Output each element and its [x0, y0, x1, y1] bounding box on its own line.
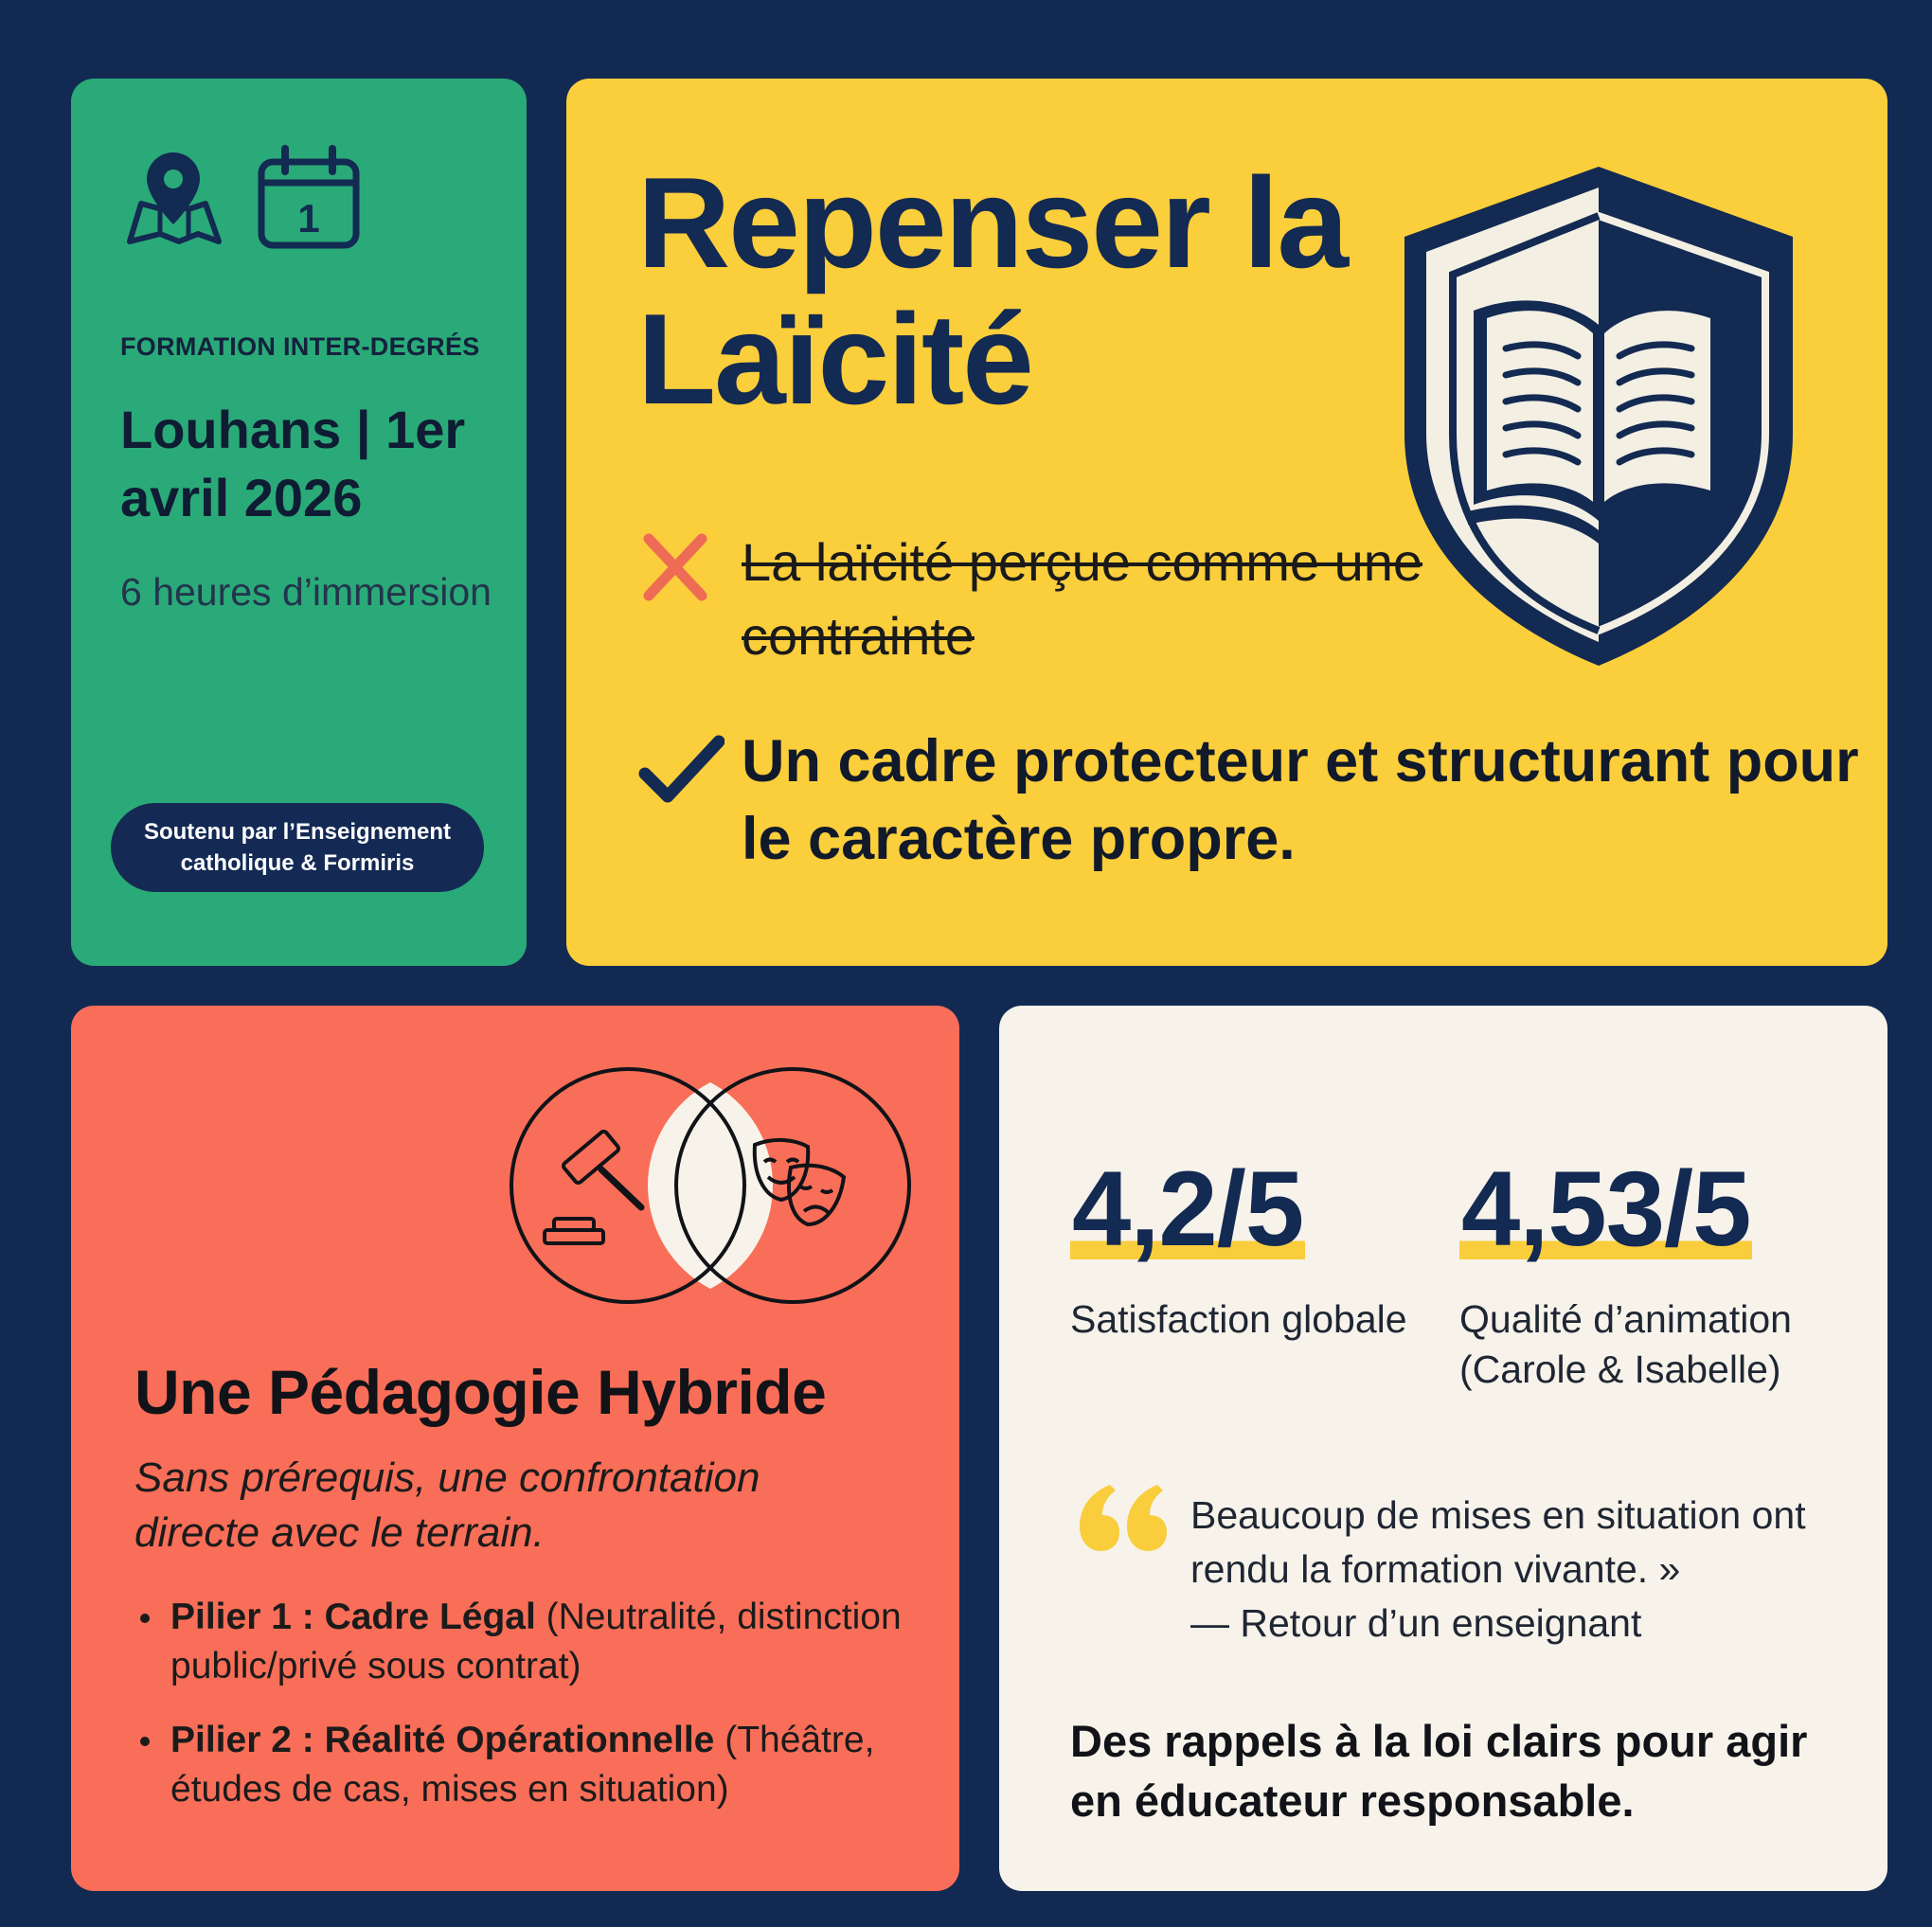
- stat-label: Qualité d’animation (Carole & Isabelle): [1459, 1297, 1792, 1391]
- testimonial-source: — Retour d’un enseignant: [1190, 1601, 1642, 1645]
- support-badge-label: Soutenu par l’Enseignement catholique & Formiris: [143, 819, 452, 876]
- law-theatre-venn-icon: [507, 1058, 914, 1318]
- event-info-card: [71, 79, 527, 966]
- pillar-list: [134, 1593, 921, 1839]
- info-icons: [120, 145, 361, 256]
- map-pin-icon: [120, 145, 226, 256]
- list-item: [134, 1593, 921, 1691]
- duration-text: 6 heures d’immersion: [120, 570, 492, 614]
- new-perception-row: [637, 723, 1878, 878]
- pillar-title: Pilier 1 : Cadre Légal: [170, 1597, 536, 1637]
- conclusion-text: Des rappels à la loi clairs pour agir en éducateur responsable.: [1070, 1716, 1808, 1826]
- calendar-day: 1: [297, 196, 320, 241]
- results-card: [999, 1006, 1887, 1891]
- list-item: [134, 1716, 921, 1814]
- pedagogy-card: [71, 1006, 959, 1891]
- hero-title: Repenser la Laïcité: [637, 151, 1348, 431]
- testimonial-text: Beaucoup de mises en situation ont rendu la formation vivante. »: [1190, 1493, 1806, 1591]
- training-type-eyebrow: FORMATION INTER-DEGRÉS: [120, 332, 480, 361]
- hero-card: [566, 79, 1887, 966]
- pillar-detail: (Neutralité, distinction public/privé sous contrat): [170, 1597, 902, 1686]
- pillar-title: Pilier 2 : Réalité Opérationnelle: [170, 1720, 715, 1760]
- pillar-detail: (Théâtre, études de cas, mises en situation): [170, 1720, 875, 1810]
- cross-icon: [637, 526, 742, 673]
- old-perception-text: La laïcité perçue comme une contrainte: [742, 532, 1423, 666]
- stat-animation-quality: [1459, 1152, 1829, 1395]
- quote-icon: [1070, 1468, 1169, 1567]
- old-perception-row: [637, 526, 1461, 673]
- stat-label: Satisfaction globale: [1070, 1297, 1407, 1341]
- pedagogy-title: Une Pédagogie Hybride: [134, 1357, 827, 1427]
- gavel-icon: [545, 1130, 641, 1243]
- calendar-icon: [257, 145, 361, 256]
- pedagogy-subtitle: Sans prérequis, une confrontation directe avec le terrain.: [134, 1454, 760, 1556]
- stat-value: 4,53/5: [1461, 1150, 1751, 1268]
- check-icon: [637, 723, 742, 878]
- stat-satisfaction: [1070, 1152, 1440, 1345]
- place-and-date: Louhans | 1er avril 2026: [120, 400, 466, 527]
- support-badge: [111, 803, 484, 892]
- stat-value: 4,2/5: [1072, 1150, 1304, 1268]
- testimonial: [1190, 1489, 1853, 1650]
- new-perception-text: Un cadre protecteur et structurant pour le caractère propre.: [742, 728, 1859, 872]
